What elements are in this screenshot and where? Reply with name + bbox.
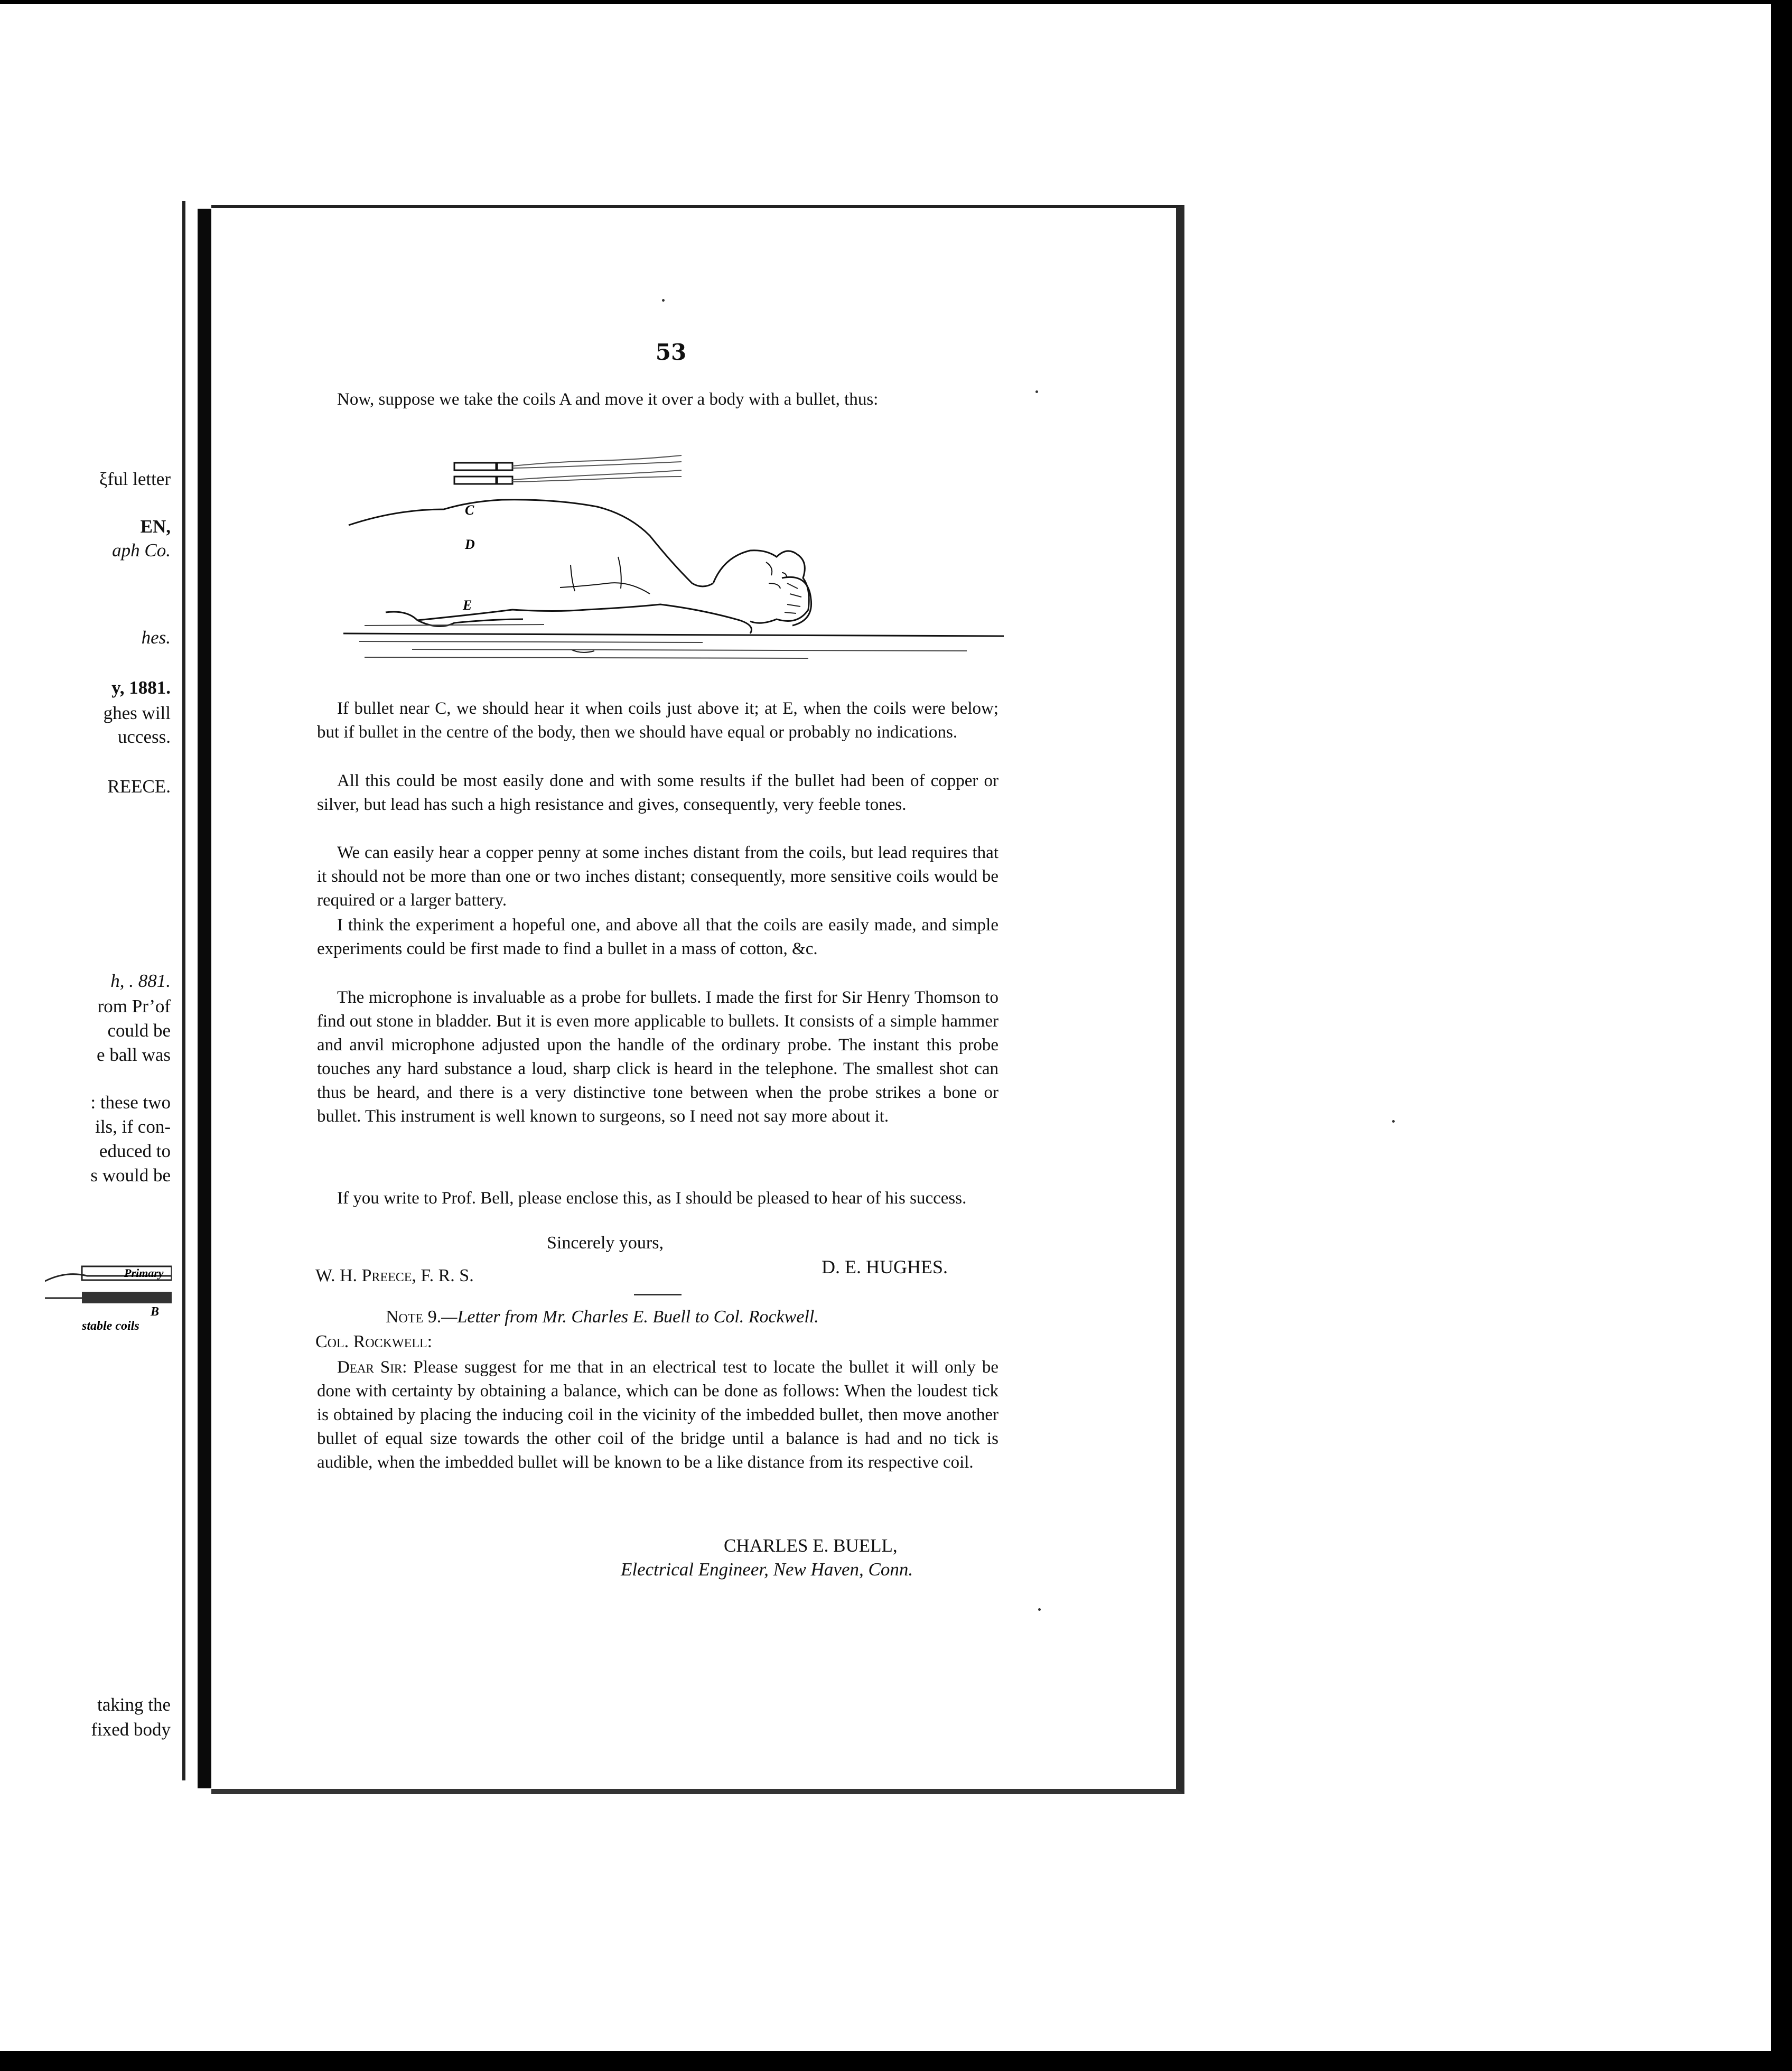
body-with-bullet-illustration	[333, 451, 1009, 673]
note-signature: CHARLES E. BUELL,	[724, 1535, 898, 1556]
figure-label-c: C	[465, 502, 474, 518]
left-fragment-line: ξful letter	[99, 469, 171, 489]
note-title: —Letter from Mr. Charles E. Buell to Col. Rockwell.	[441, 1307, 819, 1327]
left-fragment-line: taking the	[97, 1694, 171, 1715]
scan-border-bottom	[0, 2051, 1792, 2071]
left-fragment-line: aph Co.	[112, 540, 171, 561]
left-fragment-line: uccess.	[117, 726, 171, 747]
scan-border-top	[0, 0, 1792, 4]
note-label: Note 9.	[386, 1307, 442, 1327]
note-signature-title: Electrical Engineer, New Haven, Conn.	[621, 1559, 913, 1580]
note-addressee: Col. Rockwell:	[315, 1332, 433, 1351]
previous-page-fragment	[0, 201, 185, 1780]
left-fragment-line: hes.	[141, 627, 171, 648]
letter-signature: D. E. HUGHES.	[822, 1256, 948, 1277]
diagram-label-stable-coils: stable coils	[82, 1319, 139, 1333]
left-fragment-line: : these two	[90, 1092, 171, 1113]
note-salutation: Dear Sir:	[337, 1358, 407, 1377]
left-fragment-line: EN,	[140, 516, 171, 537]
left-fragment-line: e ball was	[97, 1044, 171, 1065]
body-paragraph: I think the experiment a hopeful one, and above all that the coils are easily made, and simple experiments could be first made to find a bullet in a mass of cotton, &c.	[317, 916, 998, 958]
letter-closing: Sincerely yours,	[547, 1233, 664, 1253]
left-fragment-line: educed to	[99, 1141, 171, 1161]
diagram-label-primary: Primary	[124, 1266, 164, 1280]
note-body-text: Please suggest for me that in an electrical test to locate the bullet it will only be done with certainty by obtaining a balance, which can be done as follows: When the loudest tick is obtained by placing the inducing coil in the vicinity of the imbedded bullet, then move another bullet of equal size towards the other coil of the bridge until a balance is had and no tick is audible, when the imbedded bullet will be known to be a like distance from its respective coil.	[317, 1358, 998, 1472]
left-fragment-line: rom Pr’of	[97, 996, 171, 1016]
scan-speck	[1038, 1608, 1041, 1611]
scan-border-right	[1771, 0, 1792, 2071]
diagram-label-b: B	[151, 1305, 160, 1319]
left-fragment-line: could be	[107, 1020, 171, 1041]
note-heading	[386, 1307, 819, 1327]
left-fragment-line: s would be	[90, 1165, 171, 1186]
section-divider	[634, 1294, 682, 1295]
scan-speck	[1392, 1120, 1395, 1123]
body-paragraph: All this could be most easily done and with some results if the bullet had been of copper or silver, but lead has such a high resistance and gives, consequently, very feeble tones.	[317, 771, 998, 814]
intro-paragraph: Now, suppose we take the coils A and move it over a body with a bullet, thus:	[337, 390, 879, 409]
book-page	[211, 205, 1184, 1794]
scan-speck	[662, 299, 665, 302]
body-paragraph: If you write to Prof. Bell, please enclose this, as I should be pleased to hear of his success.	[337, 1189, 967, 1208]
left-fragment-line: REECE.	[107, 776, 171, 797]
left-fragment-line: ils, if con-	[95, 1116, 171, 1137]
left-fragment-line: h, . 881.	[110, 971, 171, 991]
left-fragment-line: ghes will	[103, 703, 171, 723]
letter-addressee: W. H. Preece, F. R. S.	[315, 1266, 474, 1285]
scan-speck	[1035, 390, 1038, 393]
body-paragraph: We can easily hear a copper penny at some inches distant from the coils, but lead requires that it should not be more than one or two inches distant; consequently, more sensitive coils would be required or a larger battery.	[317, 843, 998, 910]
page-number: 53	[655, 339, 687, 365]
body-paragraph: The microphone is invaluable as a probe for bullets. I made the first for Sir Henry Thomson to find out stone in bladder. But it is even more applicable to bullets. It consists of a simple hammer and anvil microphone adjusted upon the handle of the ordinary probe. The instant this probe touches any hard substance a loud, sharp click is heard in the telephone. The smallest shot can thus be heard, and there is a very distinctive tone between when the probe strikes a bone or bullet. This instrument is well known to surgeons, so I need not say more about it.	[317, 988, 998, 1126]
body-paragraph: If bullet near C, we should hear it when coils just above it; at E, when the coils were below; but if bullet in the centre of the body, then we should have equal or probably no indications.	[317, 699, 998, 742]
figure-label-e: E	[463, 598, 472, 613]
left-fragment-line: y, 1881.	[111, 677, 171, 698]
figure-label-d: D	[465, 537, 475, 552]
note-body	[317, 1356, 998, 1475]
coil-diagram-fragment	[45, 1260, 172, 1334]
left-fragment-line: fixed body	[91, 1719, 171, 1740]
